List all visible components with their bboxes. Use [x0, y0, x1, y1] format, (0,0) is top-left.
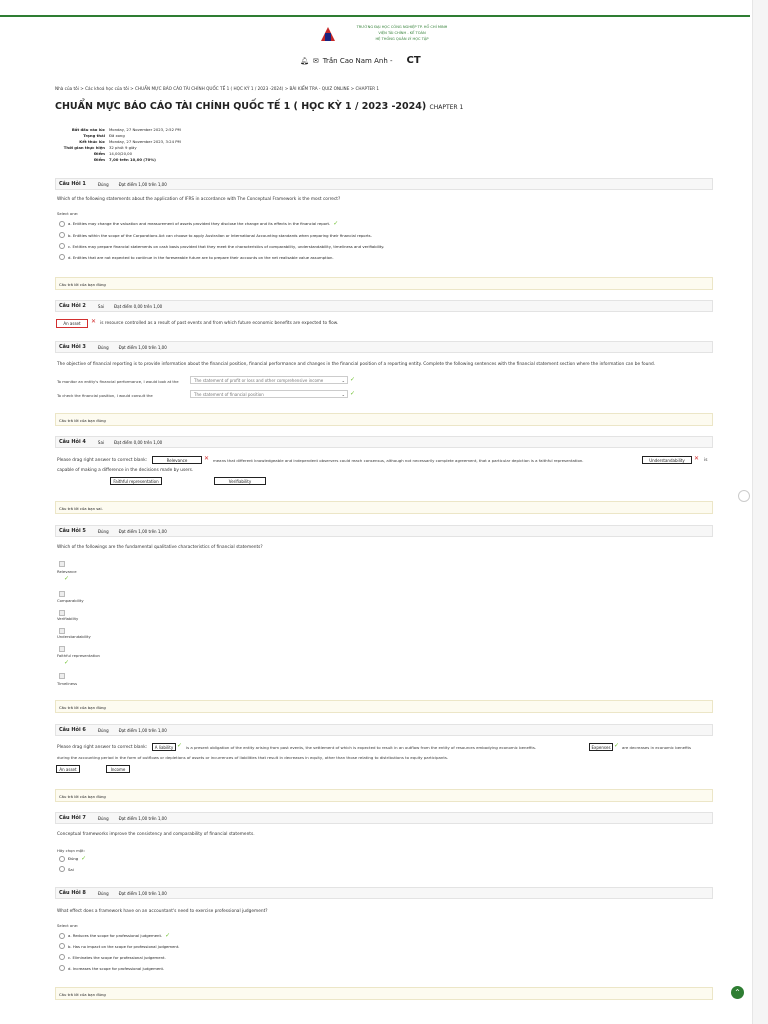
- question-4-feedback: Câu trả lời của bạn sai.: [55, 501, 713, 514]
- radio-button[interactable]: [59, 243, 65, 249]
- check-icon: ✓: [81, 855, 87, 862]
- summary-key: Trạng thái: [83, 132, 105, 138]
- question-8-option-a[interactable]: [59, 932, 170, 939]
- school-names: [342, 24, 462, 42]
- select-one-label: Select one:: [57, 211, 79, 216]
- question-status: Đúng: [97, 181, 109, 187]
- question-label: Câu Hỏi 7: [59, 815, 86, 821]
- question-3-row-1-label: To monitor an entity's financial performance, I would look at the: [57, 379, 179, 384]
- question-points: Đạt điểm 1,00 trên 1,00: [118, 727, 167, 733]
- choose-one-label: Hãy chọn một:: [57, 848, 85, 853]
- question-points: Đạt điểm 1,00 trên 1,00: [118, 890, 167, 896]
- summary-value: 7,00 trên 10,00 (70%): [109, 156, 156, 162]
- option-label: a. Reduces the scope for professional judgement.: [68, 933, 163, 938]
- question-5-option-3: Verifiability: [57, 616, 79, 621]
- radio-button[interactable]: [59, 866, 65, 872]
- question-8-feedback: Câu trả lời của bạn đúng: [55, 987, 713, 1000]
- page-scrollbar[interactable]: [752, 0, 768, 1024]
- question-3-feedback: Câu trả lời của bạn đúng: [55, 413, 713, 426]
- question-4-tail: is: [704, 458, 708, 463]
- summary-value: Đã xong: [109, 132, 125, 138]
- radio-button[interactable]: [59, 254, 65, 260]
- question-points: Đạt điểm 0,00 trên 1,00: [114, 439, 163, 445]
- question-3-text: The objective of financial reporting is to provide information about the financial position, financial performance and changes in the financial position of a reporting entity. Complete the following sentences with the financial statement section where the information can be found.: [57, 362, 656, 367]
- question-points: Đạt điểm 1,00 trên 1,00: [118, 528, 167, 534]
- checkbox[interactable]: [59, 646, 65, 652]
- check-icon: ✓: [614, 742, 620, 749]
- question-4-choice-2[interactable]: Verifiability: [214, 477, 266, 485]
- question-4-blank-1[interactable]: Relevance: [152, 456, 202, 464]
- avatar[interactable]: CT: [406, 55, 421, 66]
- question-8-header: [55, 887, 713, 899]
- question-2-answer-box[interactable]: An asset: [56, 319, 88, 328]
- top-accent-line: [0, 15, 750, 17]
- page-title-text: CHUẨN MỰC BÁO CÁO TÀI CHÍNH QUỐC TẾ 1 ( HỌC KỲ 1 / 2023 -2024): [55, 101, 427, 112]
- question-7-option-true[interactable]: [59, 855, 86, 862]
- check-icon: ✓: [165, 932, 171, 939]
- question-6-line-2: during the accounting period in the form of outflows or depletions of assets or incurrences of liabilities that result in decreases in equity, other than those relating to distributions to equity participants.: [57, 755, 449, 760]
- question-5-option-6: Timeliness: [57, 681, 78, 686]
- question-status: Đúng: [97, 344, 109, 350]
- school-line-1: TRƯỜNG ĐẠI HỌC CÔNG NGHIỆP TP. HỒ CHÍ MINH: [356, 25, 448, 29]
- chevron-down-icon: ⌄: [341, 377, 345, 383]
- question-8-option-b[interactable]: [59, 943, 180, 949]
- question-1-header: [55, 178, 713, 190]
- option-label: Đúng: [68, 856, 79, 861]
- option-label: c. Entities may prepare financial statements on cash basis provided that they meet the characteristics of comparability, understandability, timeliness and verifiability.: [68, 243, 385, 249]
- question-8-option-d[interactable]: [59, 965, 164, 971]
- summary-value: Monday, 27 November 2023, 3:24 PM: [109, 138, 181, 144]
- question-4-blank-2[interactable]: Understandability: [642, 456, 692, 464]
- site-header: [310, 22, 470, 46]
- summary-value: 14,00/20,00: [109, 150, 133, 156]
- select-value: The statement of financial position: [194, 391, 264, 397]
- select-one-label: Select one:: [57, 923, 79, 928]
- radio-button[interactable]: [59, 933, 65, 939]
- question-7-text: Conceptual frameworks improve the consistency and comparability of financial statements.: [57, 832, 255, 837]
- radio-button[interactable]: [59, 221, 65, 227]
- summary-row: [55, 126, 183, 132]
- question-2-text: is resource controlled as a result of past events and from which future economic benefits are expected to flow.: [100, 321, 339, 326]
- summary-value: Monday, 27 November 2023, 2:52 PM: [109, 126, 181, 132]
- question-5-header: [55, 525, 713, 537]
- user-menu[interactable]: [300, 55, 421, 66]
- radio-button[interactable]: [59, 954, 65, 960]
- question-status: Đúng: [97, 890, 109, 896]
- question-status: Sai: [97, 439, 105, 445]
- page-title: [55, 101, 463, 112]
- question-1-text: Which of the following statements about the application of IFRS in accordance with The Conceptual Framework is the most correct?: [57, 197, 341, 202]
- question-1-option-d[interactable]: [59, 254, 334, 260]
- question-4-line-2: capable of making a difference in the decisions made by users.: [57, 468, 194, 473]
- breadcrumb[interactable]: Nhà của tôi > Các khoá học của tôi > CHUẨN MỰC BÁO CÁO TÀI CHÍNH QUỐC TẾ 1 ( HỌC KỲ 1 / 2023 -2024) > BÀI KIỂM TRA - QUIZ ONLINE > CHAPTER 1: [55, 86, 380, 91]
- question-label: Câu Hỏi 8: [59, 890, 86, 896]
- option-label: b. Has no impact on the scope for professional judgement.: [68, 943, 180, 949]
- question-4-choice-1[interactable]: Faithful representation: [110, 477, 162, 485]
- question-8-text: What effect does a framework have on an accountant's need to exercise professional judgement?: [57, 909, 268, 914]
- summary-key: Kết thúc lúc: [79, 138, 105, 144]
- summary-key: Bắt đầu vào lúc: [71, 126, 105, 132]
- select-value: The statement of profit or loss and other comprehensive income: [194, 377, 324, 383]
- option-label: b. Entities within the scope of the Corporations Act can choose to apply Australian or International Accounting standards when preparing their financial reports.: [68, 232, 372, 238]
- question-status: Đúng: [97, 815, 109, 821]
- cross-icon: ✕: [204, 455, 210, 462]
- checkbox[interactable]: [59, 591, 65, 597]
- summary-key: Thời gian thực hiện: [63, 144, 105, 150]
- question-label: Câu Hỏi 5: [59, 528, 86, 534]
- question-3-select-2[interactable]: [190, 390, 348, 398]
- question-1-option-b[interactable]: [59, 232, 372, 238]
- university-logo-icon: [318, 24, 338, 44]
- question-1-option-a[interactable]: [59, 220, 338, 227]
- chevron-up-icon: ⌃: [734, 988, 741, 997]
- radio-button[interactable]: [59, 943, 65, 949]
- radio-button[interactable]: [59, 965, 65, 971]
- question-4-header: [55, 436, 713, 448]
- question-label: Câu Hỏi 2: [59, 303, 86, 309]
- question-8-option-c[interactable]: [59, 954, 166, 960]
- question-5-text: Which of the followings are the fundamental qualitative characteristics of financial statements?: [57, 545, 263, 550]
- question-5-option-1: Relevance: [57, 569, 77, 574]
- checkbox[interactable]: [59, 673, 65, 679]
- check-icon: ✓: [177, 742, 183, 749]
- question-6-blank-2[interactable]: Expenses: [589, 743, 613, 751]
- question-3-row-2-label: To check the financial position, I would consult the: [57, 393, 153, 398]
- attempt-summary-table: [55, 126, 183, 162]
- question-5-option-4: Understandability: [57, 634, 91, 639]
- question-status: Đúng: [97, 727, 109, 733]
- question-label: Câu Hỏi 1: [59, 181, 86, 187]
- option-label: d. Increases the scope for professional judgement.: [68, 965, 165, 971]
- cross-icon: ✕: [91, 318, 97, 325]
- drawer-toggle[interactable]: [738, 490, 750, 502]
- question-points: Đạt điểm 1,00 trên 1,00: [118, 815, 167, 821]
- option-label: a. Entities may change the valuation and measurement of assets provided they disclose the change and its effects in the financial report.: [68, 221, 331, 226]
- question-4-prefix: Please drag right answer to correct blank:: [57, 458, 148, 463]
- option-label: d. Entities that are not expected to continue in the foreseeable future are to prepare their accounts on the net realisable value assumption.: [68, 254, 334, 260]
- radio-button[interactable]: [59, 856, 65, 862]
- checkbox[interactable]: [59, 561, 65, 567]
- chevron-down-icon: ⌄: [341, 391, 345, 397]
- option-label: Sai: [68, 866, 74, 872]
- question-label: Câu Hỏi 4: [59, 439, 86, 445]
- check-icon: ✓: [350, 390, 356, 397]
- notification-icon[interactable]: 🔔︎: [300, 56, 309, 65]
- question-1-option-c[interactable]: [59, 243, 384, 249]
- question-points: Đạt điểm 0,00 trên 1,00: [114, 303, 163, 309]
- school-line-2: VIỆN TÀI CHÍNH - KẾ TOÁN: [378, 31, 426, 35]
- back-to-top-button[interactable]: [731, 986, 744, 999]
- question-1-feedback: Câu trả lời của bạn đúng: [55, 277, 713, 290]
- question-3-header: [55, 341, 713, 353]
- question-5-feedback: Câu trả lời của bạn đúng: [55, 700, 713, 713]
- page-title-suffix: CHAPTER 1: [429, 104, 464, 111]
- question-3-select-1[interactable]: [190, 376, 348, 384]
- summary-value: 32 phút 9 giây: [109, 144, 137, 150]
- school-line-3: HỆ THỐNG QUẢN LÝ HỌC TẬP: [375, 37, 429, 41]
- check-icon: ✓: [64, 659, 70, 666]
- question-label: Câu Hỏi 6: [59, 727, 86, 733]
- question-6-blank-1[interactable]: A liability: [152, 743, 176, 751]
- question-7-header: [55, 812, 713, 824]
- question-7-option-false[interactable]: [59, 866, 74, 872]
- question-5-option-5: Faithful representation: [57, 653, 100, 658]
- question-6-choice-1[interactable]: An asset: [56, 765, 80, 773]
- radio-button[interactable]: [59, 232, 65, 238]
- question-6-header: [55, 724, 713, 736]
- question-6-prefix: Please drag right answer to correct blank:: [57, 745, 148, 750]
- question-label: Câu Hỏi 3: [59, 344, 86, 350]
- question-points: Đạt điểm 1,00 trên 1,00: [118, 344, 167, 350]
- question-6-tail: are decreases in economic benefits: [622, 745, 692, 750]
- question-4-middle-text: means that different knowledgeable and independent observers could reach consensus, although not necessarily complete agreement, that a particular depiction is a faithful representation.: [213, 458, 584, 463]
- summary-key: Điểm: [93, 150, 105, 156]
- question-status: Sai: [97, 303, 105, 309]
- check-icon: ✓: [64, 575, 70, 582]
- cross-icon: ✕: [694, 455, 700, 462]
- question-2-header: [55, 300, 713, 312]
- summary-key: Điểm: [93, 156, 105, 162]
- option-label: c. Eliminates the scope for professional judgement.: [68, 954, 166, 960]
- question-6-middle-text: is a present obligation of the entity arising from past events, the settlement of which is expected to result in an outflow from the entity of resources embodying economic benefits.: [186, 745, 537, 750]
- user-name[interactable]: Trần Cao Nam Anh -: [322, 56, 393, 65]
- message-icon[interactable]: ✉︎: [312, 56, 319, 65]
- check-icon: ✓: [350, 376, 356, 383]
- check-icon: ✓: [333, 220, 339, 227]
- question-status: Đúng: [97, 528, 109, 534]
- question-points: Đạt điểm 1,00 trên 1,00: [118, 181, 167, 187]
- question-6-choice-2[interactable]: Income: [106, 765, 130, 773]
- question-5-option-2: Comparability: [57, 598, 84, 603]
- question-6-feedback: Câu trả lời của bạn đúng: [55, 789, 713, 802]
- summary-row: [55, 156, 183, 162]
